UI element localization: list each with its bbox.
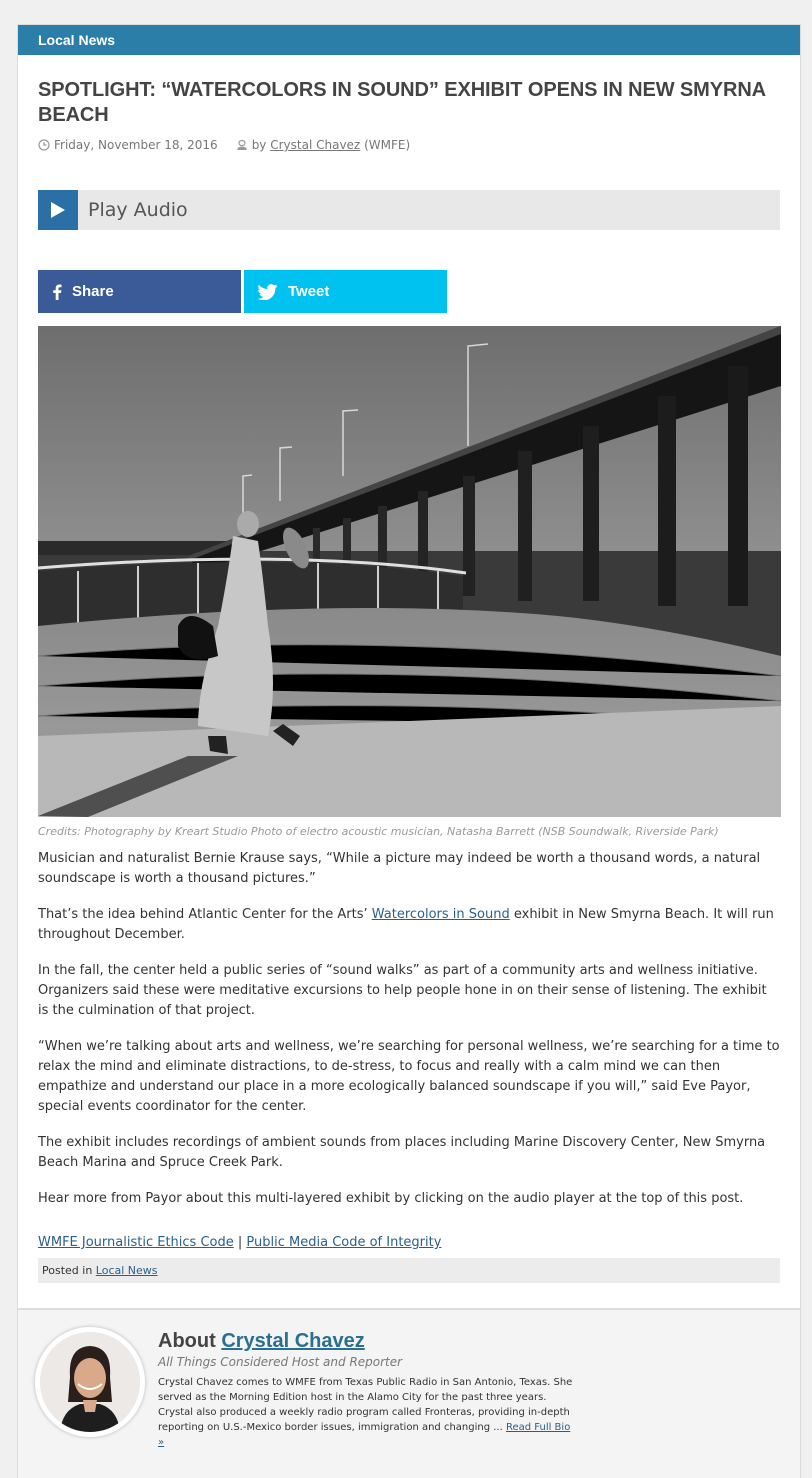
facebook-icon [52,284,62,300]
facebook-share-label: Share [72,283,114,300]
twitter-tweet-label: Tweet [288,283,330,300]
article-meta [38,137,780,153]
integrity-code-link[interactable]: Public Media Code of Integrity [246,1235,442,1250]
by-prefix: by [251,138,267,152]
section-label: Local News [38,32,116,48]
author-source: (WMFE) [364,138,411,152]
posted-prefix: Posted in [42,1264,93,1277]
about-heading: About Crystal Chavez [158,1330,365,1352]
facebook-share-button[interactable] [38,270,241,313]
play-icon [50,201,66,219]
watercolors-in-sound-link[interactable]: Watercolors in Sound [371,907,510,922]
article-photo [38,326,781,817]
person-icon [236,139,248,151]
paragraph: That’s the idea behind Atlantic Center for the Arts’ Watercolors in Sound exhibit in New Smyrna Beach. It will run throughout December. [38,907,774,942]
play-audio-button[interactable] [38,190,78,230]
read-full-bio-link[interactable]: Read Full Bio » [158,1422,571,1448]
play-audio-label[interactable]: Play Audio [88,199,188,221]
share-buttons [38,270,780,313]
avatar [34,1326,146,1438]
twitter-tweet-button[interactable] [244,270,447,313]
article-title: SPOTLIGHT: “WATERCOLORS IN SOUND” EXHIBIT OPENS IN NEW SMYRNA BEACH [38,79,766,126]
article-body [38,849,780,1209]
paragraph: “When we’re talking about arts and wellness, we’re searching for personal wellness, we’re searching for a time to relax the mind and eliminate distractions, to de-stress, to focus and really with a calm mind we can then empathize and understand our place in a more ecologically balanced soundscape if you will,” said Eve Payor, special events coordinator for the center. [38,1039,780,1114]
link-separator: | [237,1235,243,1250]
author-photo [40,1332,140,1432]
about-author-link[interactable]: Crystal Chavez [221,1330,365,1352]
paragraph: Hear more from Payor about this multi-layered exhibit by clicking on the audio player at the top of this post. [38,1191,744,1206]
author-bio: Crystal Chavez comes to WMFE from Texas Public Radio in San Antonio, Texas. She served as the Morning Edition host in the Alamo City for the past three years. Crystal also produced a weekly radio program called Fronteras, providing in-depth reporting on U.S.-Mexico border issues, immigration and changing ... Read Full Bio » [158,1377,573,1448]
audio-player[interactable] [38,190,780,230]
author-link[interactable]: Crystal Chavez [270,138,361,152]
photo-caption: Credits: Photography by Kreart Studio Photo of electro acoustic musician, Natasha Barrett (NSB Soundwalk, Riverside Park) [38,825,719,838]
posted-in-bar [38,1258,780,1283]
paragraph: Musician and naturalist Bernie Krause says, “While a picture may indeed be worth a thousand words, a natural soundscape is worth a thousand pictures.” [38,851,761,886]
ethics-code-link[interactable]: WMFE Journalistic Ethics Code [38,1235,234,1250]
clock-icon [38,139,50,151]
twitter-icon [258,284,278,300]
paragraph: In the fall, the center held a public series of “sound walks” as part of a community arts and wellness initiative. Organizers said these were meditative excursions to help people hone in on their sense of listening. The exhibit is the culmination of that project. [38,963,767,1018]
section-header[interactable] [18,25,800,55]
paragraph: The exhibit includes recordings of ambient sounds from places including Marine Discovery Center, New Smyrna Beach Marina and Spruce Creek Park. [38,1135,766,1170]
article-container [17,24,801,1478]
category-link[interactable]: Local News [95,1264,158,1277]
article-date: Friday, November 18, 2016 [54,138,218,152]
author-bio-box [18,1308,800,1478]
author-role: All Things Considered Host and Reporter [158,1355,403,1369]
policy-links [38,1235,780,1250]
